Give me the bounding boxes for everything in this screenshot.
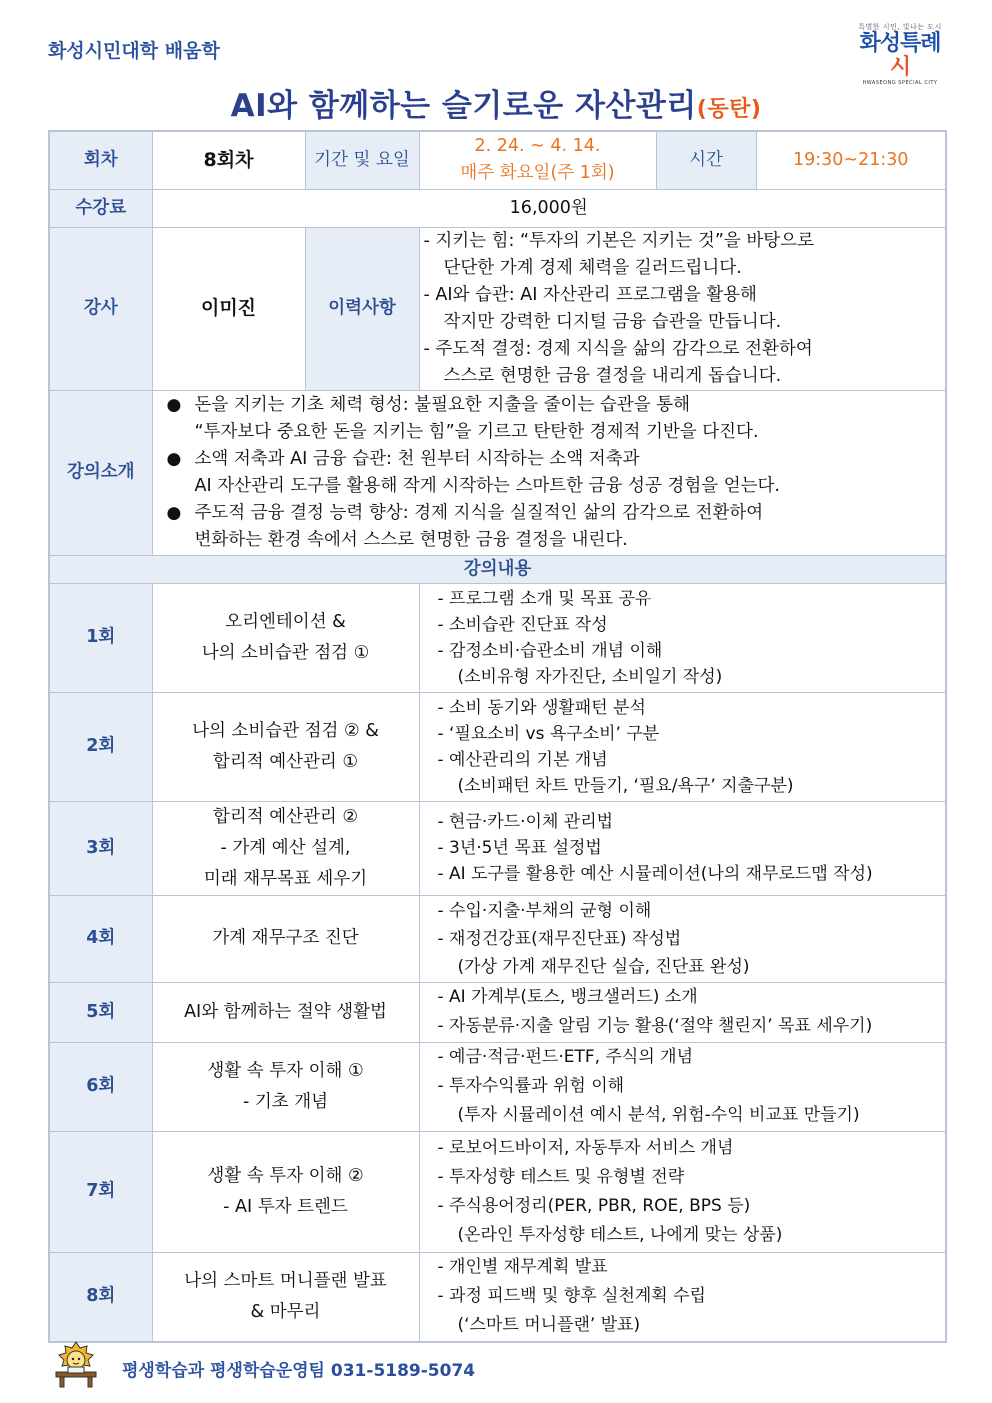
bullet-icon: ●: [166, 502, 182, 523]
topic-line: 나의 소비습관 점검 ①: [201, 642, 370, 663]
content-label: 강의내용: [49, 555, 946, 583]
session-number: 2회: [49, 692, 152, 801]
intro-line: AI 자산관리 도구를 활용해 작게 시작하는 스마트한 금융 성공 경험을 얻는다.: [194, 475, 780, 496]
detail-line: - 투자성향 테스트 및 유형별 전략: [437, 1166, 685, 1187]
session-count-value: 8회차: [152, 131, 305, 189]
session-row: [49, 583, 946, 692]
fee-label: 수강료: [49, 189, 152, 227]
session-row: [49, 1131, 946, 1252]
session-row: [49, 1252, 946, 1342]
detail-line: - 현금·카드·이체 관리법: [437, 812, 614, 832]
session-details: [419, 982, 946, 1042]
session-count-label: 회차: [49, 131, 152, 189]
session-topic: [152, 982, 419, 1042]
topic-line: 미래 재무목표 세우기: [203, 868, 368, 889]
detail-line: - AI 도구를 활용한 예산 시뮬레이션(나의 재무로드맵 작성): [437, 864, 873, 884]
detail-line: - 예산관리의 기본 개념: [437, 749, 608, 770]
career-item: - 주도적 결정: 경제 지식을 삶의 감각으로 전환하여: [423, 338, 813, 359]
topic-line: - 가계 예산 설계,: [220, 837, 351, 858]
period-days: 매주 화요일(주 1회): [460, 163, 615, 184]
intro-line: 돈을 지키는 기초 체력 형성: 불필요한 지출을 줄이는 습관을 통해: [194, 394, 690, 415]
session-number: 1회: [49, 583, 152, 692]
session-list: [49, 583, 946, 1342]
detail-line: - 프로그램 소개 및 목표 공유: [437, 588, 652, 609]
detail-line: (온라인 투자성향 테스트, 나에게 맞는 상품): [457, 1224, 783, 1245]
topic-line: 합리적 예산관리 ②: [212, 806, 359, 827]
footer: [54, 1340, 654, 1390]
intro-line: 소액 저축과 AI 금융 습관: 천 원부터 시작하는 소액 저축과: [194, 448, 640, 469]
detail-line: - 수입·지출·부채의 균형 이해: [437, 900, 652, 921]
title-main: AI와 함께하는 슬기로운 자산관리: [230, 88, 697, 124]
career-item: 스스로 현명한 금융 결정을 내리게 돕습니다.: [443, 365, 782, 386]
logo-english: HWASEONG SPECIAL CITY: [862, 80, 938, 86]
bullet-icon: ●: [166, 394, 182, 415]
intro-item: [167, 446, 942, 500]
session-row: [49, 692, 946, 801]
topic-line: 나의 소비습관 점검 ② &: [192, 720, 379, 741]
session-row: [49, 1042, 946, 1131]
session-topic: [152, 1131, 419, 1252]
detail-line: - 예금·적금·펀드·ETF, 주식의 개념: [437, 1047, 694, 1067]
detail-line: - 소비습관 진단표 작성: [437, 614, 608, 635]
logo-slogan: 특별한 시민, 빛나는 도시: [858, 23, 942, 31]
detail-line: (‘스마트 머니플랜’ 발표): [457, 1315, 641, 1336]
session-details: [419, 895, 946, 982]
session-details: [419, 692, 946, 801]
detail-line: - 감정소비·습관소비 개념 이해: [437, 640, 663, 661]
mascot-icon: [54, 1340, 98, 1388]
course-table: [48, 130, 947, 1343]
logo-name-a: 화성특례: [859, 31, 941, 56]
session-topic: [152, 801, 419, 895]
detail-line: (가상 가계 재무진단 실습, 진단표 완성): [457, 956, 750, 977]
detail-line: - AI 가계부(토스, 뱅크샐러드) 소개: [437, 987, 698, 1007]
detail-line: - 주식용어정리(PER, PBR, ROE, BPS 등): [437, 1195, 751, 1216]
career-item: - 지키는 힘: “투자의 기본은 지키는 것”을 바탕으로: [423, 230, 814, 251]
session-row: [49, 801, 946, 895]
session-details: [419, 1131, 946, 1252]
career-details: [419, 227, 946, 390]
session-number: 3회: [49, 801, 152, 895]
detail-line: - ‘필요소비 vs 욕구소비’ 구분: [437, 723, 660, 744]
session-number: 6회: [49, 1042, 152, 1131]
detail-line: (투자 시뮬레이션 예시 분석, 위험-수익 비교표 만들기): [457, 1105, 860, 1125]
fee-value: 16,000원: [152, 189, 946, 227]
topic-line: AI와 함께하는 절약 생활법: [184, 1001, 387, 1022]
intro-item: [167, 392, 942, 446]
session-details: [419, 1042, 946, 1131]
intro-details: [152, 390, 946, 555]
career-item: 단단한 가계 경제 체력을 길러드립니다.: [443, 257, 742, 278]
detail-line: - 3년·5년 목표 설정법: [437, 838, 602, 858]
page-title: [0, 80, 992, 125]
title-location: (동탄): [696, 97, 762, 122]
bullet-icon: ●: [166, 448, 182, 469]
topic-line: - AI 투자 트렌드: [223, 1196, 348, 1217]
topic-line: - 기초 개념: [242, 1091, 329, 1112]
detail-line: - 개인별 재무계획 발표: [437, 1257, 608, 1278]
career-item: - AI와 습관: AI 자산관리 프로그램을 활용해: [423, 284, 757, 305]
session-number: 5회: [49, 982, 152, 1042]
instructor-name: 이미진: [152, 227, 305, 390]
instructor-row: [49, 227, 946, 390]
intro-line: 주도적 금융 결정 능력 향상: 경제 지식을 실질적인 삶의 감각으로 전환하여: [194, 502, 764, 523]
topic-line: 생활 속 투자 이해 ①: [207, 1060, 364, 1081]
intro-label: 강의소개: [49, 390, 152, 555]
session-row: [49, 895, 946, 982]
topic-line: 생활 속 투자 이해 ②: [207, 1165, 364, 1186]
session-row: [49, 982, 946, 1042]
instructor-label: 강사: [49, 227, 152, 390]
detail-line: - 로보어드바이저, 자동투자 서비스 개념: [437, 1137, 734, 1158]
detail-line: - 자동분류·지출 알림 기능 활용(‘절약 챌린지’ 목표 세우기): [437, 1016, 873, 1036]
session-topic: [152, 692, 419, 801]
content-header-row: [49, 555, 946, 583]
detail-line: - 소비 동기와 생활패턴 분석: [437, 697, 646, 718]
detail-line: - 과정 피드백 및 향후 실천계획 수립: [437, 1286, 706, 1307]
session-number: 7회: [49, 1131, 152, 1252]
career-label: 이력사항: [305, 227, 419, 390]
time-value: 19:30~21:30: [756, 131, 946, 189]
session-number: 8회: [49, 1252, 152, 1342]
topic-line: 오리엔테이션 &: [225, 611, 346, 632]
topic-line: & 마무리: [250, 1301, 321, 1322]
period-dates: 2. 24. ~ 4. 14.: [474, 136, 601, 157]
logo-name-b: 시: [889, 55, 911, 80]
contact-info: 평생학습과 평생학습운영팀 031-5189-5074: [122, 1361, 476, 1381]
period-label: 기간 및 요일: [305, 131, 419, 189]
detail-line: - 재정건강표(재무진단표) 작성법: [437, 928, 682, 949]
session-topic: [152, 583, 419, 692]
session-details: [419, 801, 946, 895]
session-topic: [152, 1252, 419, 1342]
detail-line: (소비유형 자가진단, 소비일기 작성): [457, 666, 723, 687]
topic-line: 나의 스마트 머니플랜 발표: [184, 1270, 387, 1291]
detail-line: - 투자수익률과 위험 이해: [437, 1076, 625, 1096]
logo-name: [850, 32, 950, 80]
session-details: [419, 583, 946, 692]
career-item: 작지만 강력한 디지털 금융 습관을 만듭니다.: [443, 311, 782, 332]
detail-line: (소비패턴 차트 만들기, ‘필요/욕구’ 지출구분): [457, 775, 794, 796]
topic-line: 가계 재무구조 진단: [212, 928, 359, 948]
topic-line: 합리적 예산관리 ①: [212, 751, 359, 772]
info-row: [49, 131, 946, 189]
intro-line: “투자보다 중요한 돈을 지키는 힘”을 기르고 탄탄한 경제적 기반을 다진다.: [194, 421, 759, 442]
intro-line: 변화하는 환경 속에서 스스로 현명한 금융 결정을 내린다.: [194, 529, 628, 550]
fee-row: [49, 189, 946, 227]
city-logo: [850, 22, 950, 86]
time-label: 시간: [656, 131, 756, 189]
session-details: [419, 1252, 946, 1342]
intro-item: [167, 500, 942, 554]
period-value: [419, 131, 656, 189]
session-topic: [152, 895, 419, 982]
intro-row: [49, 390, 946, 555]
session-number: 4회: [49, 895, 152, 982]
org-name: 화성시민대학 배움학: [48, 40, 220, 62]
session-topic: [152, 1042, 419, 1131]
